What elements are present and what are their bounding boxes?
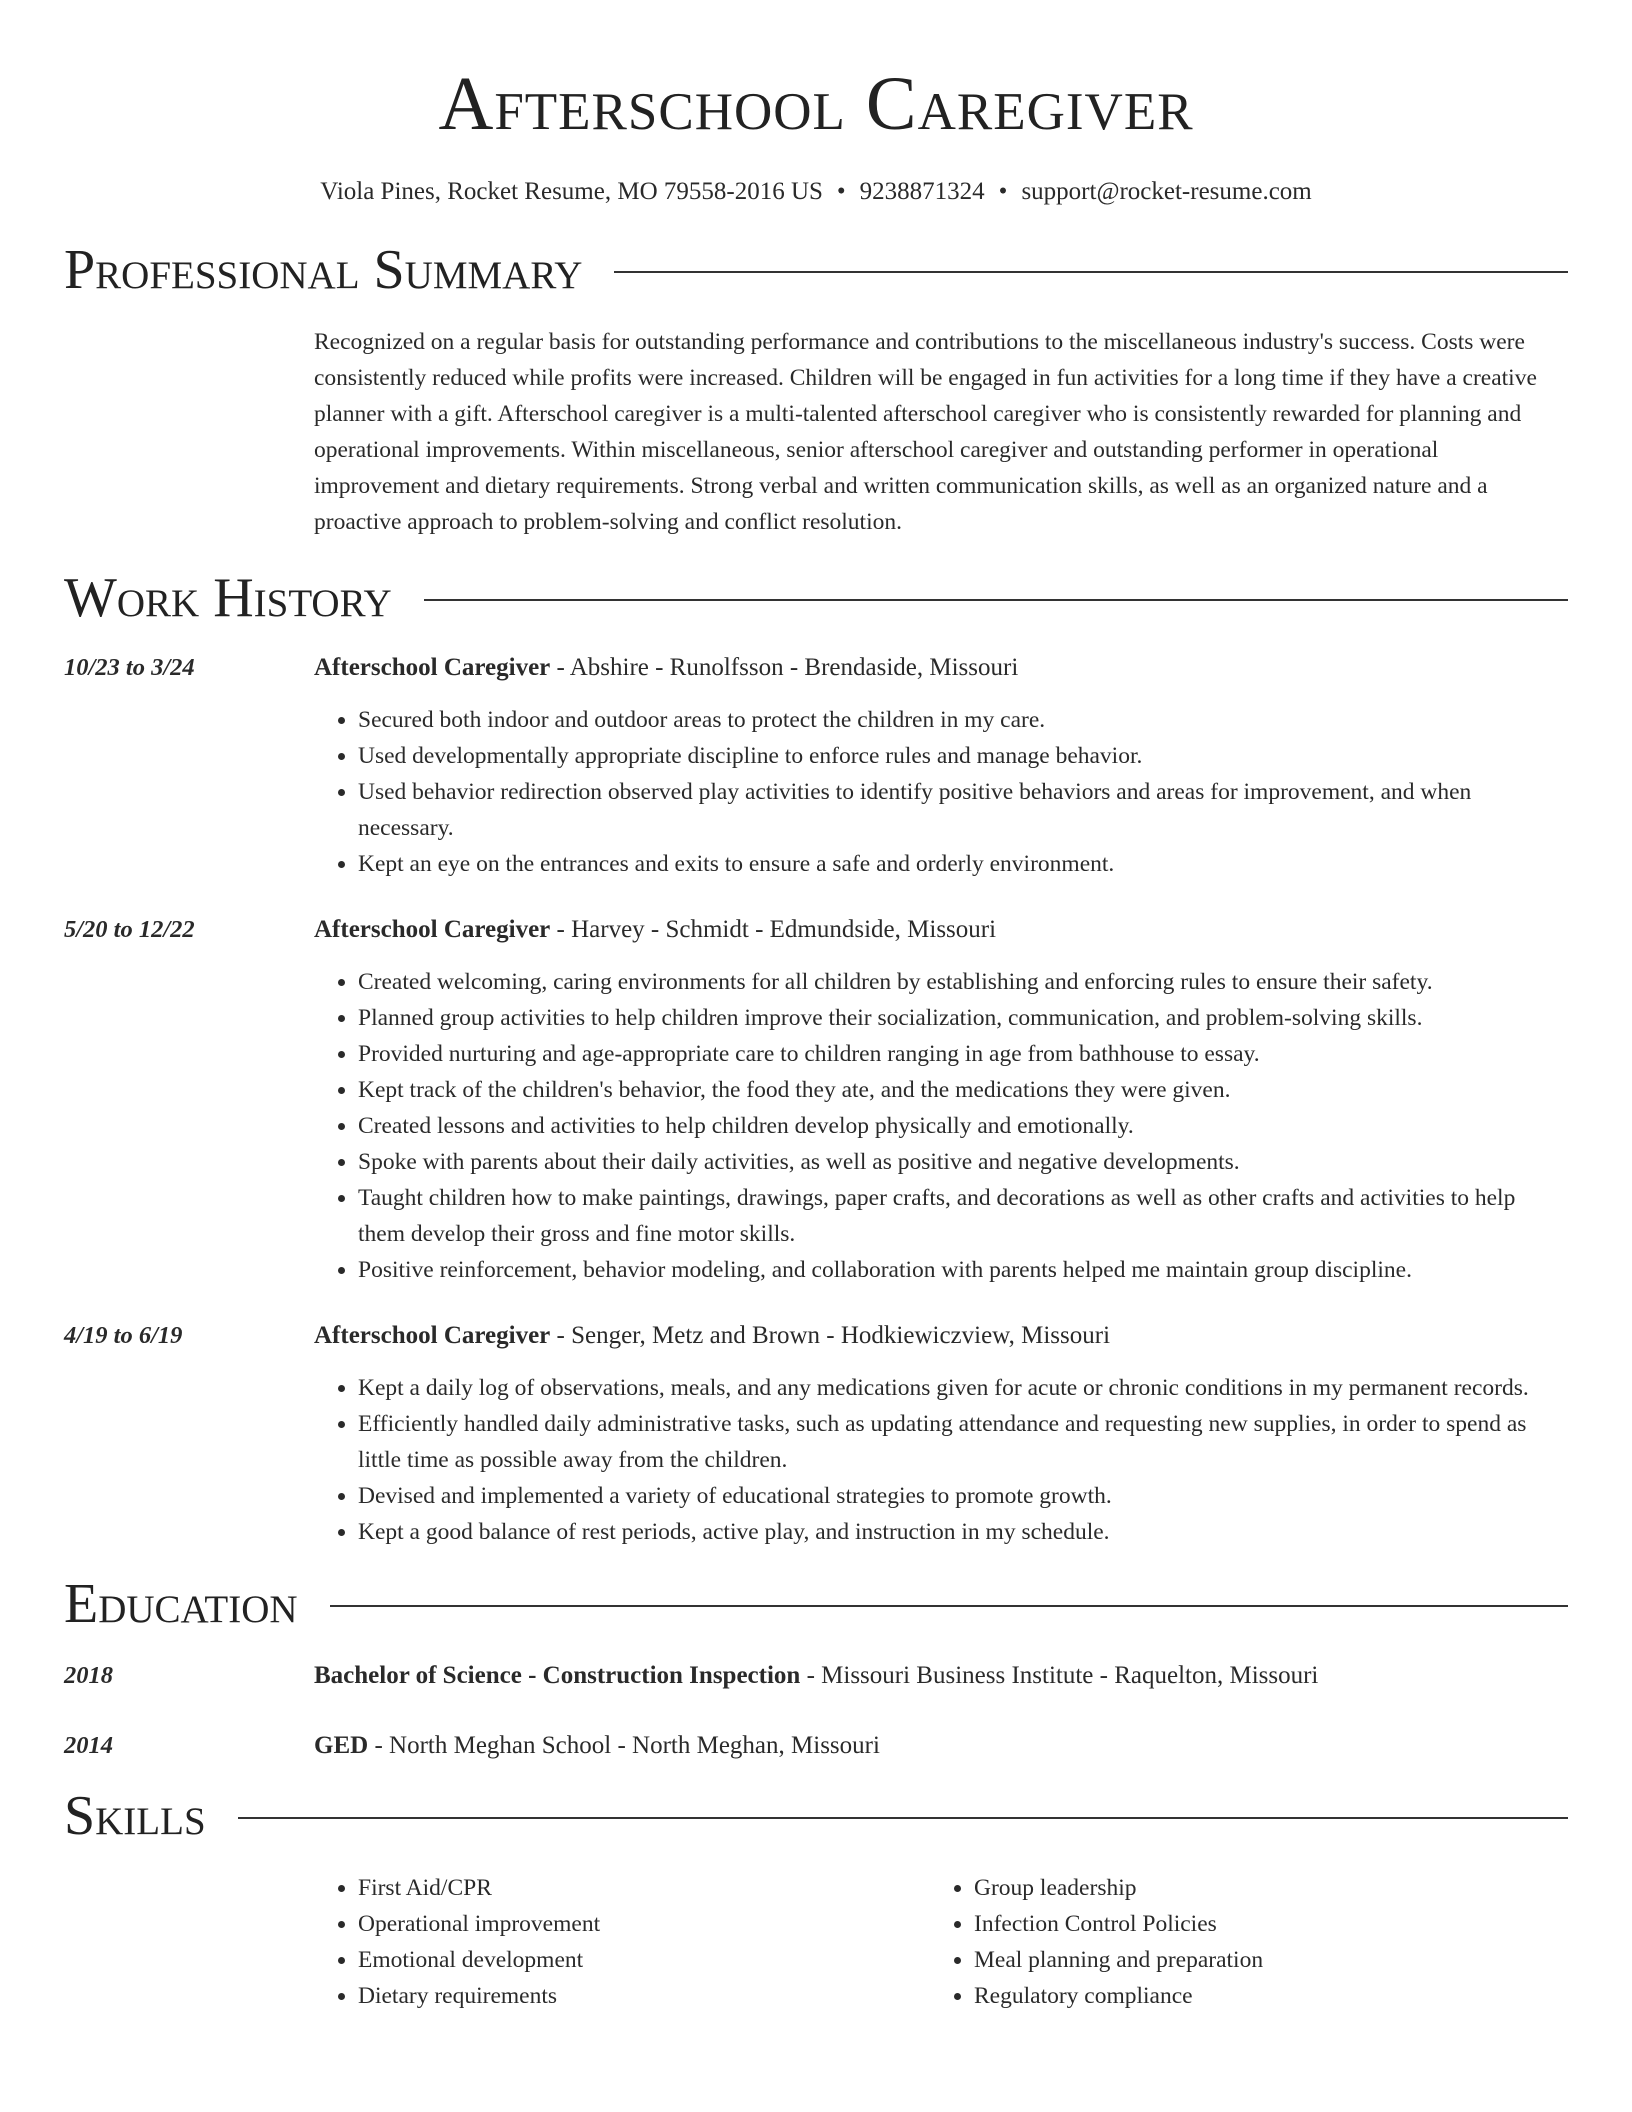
job-duty: • Kept a daily log of observations, meals, and any medications given for acute or chronic conditions in my permanent records.: [358, 1370, 1568, 1406]
section-divider: [330, 1605, 1568, 1607]
education-degree: GED: [314, 1732, 369, 1759]
skills-column-left: [314, 1870, 930, 2014]
job-heading: [314, 912, 1568, 948]
job-duties: [314, 964, 1568, 1288]
skill-item: • Dietary requirements: [358, 1978, 930, 2014]
job-employer: - Harvey - Schmidt - Edmundside, Missouri: [550, 916, 997, 943]
skill-item: • Operational improvement: [358, 1906, 930, 1942]
job-duty: • Positive reinforcement, behavior modeling, and collaboration with parents helped me maintain group discipline.: [358, 1252, 1568, 1288]
skills-column-right: [930, 1870, 1546, 2014]
work-heading: Work History: [64, 567, 392, 629]
education-section-header: [64, 1572, 1568, 1636]
job-duty: • Used developmentally appropriate discipline to enforce rules and manage behavior.: [358, 738, 1568, 774]
job-duty: • Used behavior redirection observed play activities to identify positive behaviors and areas for improvement, and when necessary.: [358, 774, 1568, 846]
skill-item: • Infection Control Policies: [974, 1906, 1546, 1942]
job-duty: • Kept track of the children's behavior, the food they ate, and the medications they were given.: [358, 1072, 1568, 1108]
job-duty: • Taught children how to make paintings, drawings, paper crafts, and decorations as well as other crafts and activities to help them develop their gross and fine motor skills.: [358, 1180, 1568, 1252]
job-duties: [314, 702, 1568, 882]
education-entry: [64, 1658, 1568, 1694]
job-heading: [314, 1318, 1568, 1354]
job-duty: • Created lessons and activities to help children develop physically and emotionally.: [358, 1108, 1568, 1144]
section-divider: [614, 271, 1568, 273]
resume-title: Afterschool Caregiver: [438, 62, 1194, 146]
job-employer: - Abshire - Runolfsson - Brendaside, Missouri: [550, 654, 1019, 681]
job-dates: 10/23 to 3/24: [64, 654, 195, 681]
job-title: Afterschool Caregiver: [314, 654, 551, 681]
section-divider: [238, 1817, 1568, 1819]
education-school: - Missouri Business Institute - Raquelton, Missouri: [800, 1662, 1319, 1689]
section-divider: [424, 599, 1568, 601]
summary-text: Recognized on a regular basis for outstanding performance and contributions to the miscellaneous industry's success. Costs were consistently reduced while profits were increased. Children will be engaged in fun activities for a long time if they have a creative planner with a gift. Afterschool caregiver is a multi-talented afterschool caregiver who is consistently rewarded for planning and operational improvements. Within miscellaneous, senior afterschool caregiver and outstanding performer in operational improvement and dietary requirements. Strong verbal and written communication skills, as well as an organized nature and a proactive approach to problem-solving and conflict resolution.: [314, 329, 1537, 535]
education-school: - North Meghan School - North Meghan, Missouri: [368, 1732, 880, 1759]
job-duty: • Planned group activities to help children improve their socialization, communication, and problem-solving skills.: [358, 1000, 1568, 1036]
skills-list: [314, 1870, 1568, 2014]
summary-section-header: [64, 238, 1568, 302]
skills-section-header: [64, 1784, 1568, 1848]
job-duty: • Created welcoming, caring environments for all children by establishing and enforcing rules to ensure their safety.: [358, 964, 1568, 1000]
job-title: Afterschool Caregiver: [314, 916, 551, 943]
job-duty: • Efficiently handled daily administrative tasks, such as updating attendance and requesting new supplies, in order to spend as little time as possible away from the children.: [358, 1406, 1568, 1478]
education-entry: [64, 1728, 1568, 1764]
job-body: [314, 912, 1568, 1288]
job-duty: • Secured both indoor and outdoor areas to protect the children in my care.: [358, 702, 1568, 738]
job-entry: [64, 912, 1568, 1288]
job-dates: 5/20 to 12/22: [64, 916, 195, 943]
job-employer: - Senger, Metz and Brown - Hodkiewiczview, Missouri: [550, 1322, 1111, 1349]
job-entry: [64, 650, 1568, 882]
skill-item: • Meal planning and preparation: [974, 1942, 1546, 1978]
job-body: [314, 1318, 1568, 1550]
education-degree: Bachelor of Science - Construction Inspection: [314, 1662, 801, 1689]
contact-separator: •: [836, 178, 846, 205]
job-duty: • Kept an eye on the entrances and exits to ensure a safe and orderly environment.: [358, 846, 1568, 882]
job-title: Afterschool Caregiver: [314, 1322, 551, 1349]
contact-phone: 9238871324: [859, 178, 985, 205]
summary-heading: Professional Summary: [64, 239, 583, 301]
education-details: [314, 1658, 1568, 1694]
education-year: 2014: [64, 1732, 113, 1759]
job-heading: [314, 650, 1568, 686]
job-dates: 4/19 to 6/19: [64, 1322, 183, 1349]
contact-email: support@rocket-resume.com: [1021, 178, 1312, 205]
job-duty: • Spoke with parents about their daily activities, as well as positive and negative developments.: [358, 1144, 1568, 1180]
job-duty: • Provided nurturing and age-appropriate care to children ranging in age from bathhouse to essay.: [358, 1036, 1568, 1072]
job-duties: [314, 1370, 1568, 1550]
job-body: [314, 650, 1568, 882]
skill-item: • Regulatory compliance: [974, 1978, 1546, 2014]
education-heading: Education: [64, 1573, 298, 1635]
skills-heading: Skills: [64, 1785, 206, 1847]
skill-item: • Emotional development: [358, 1942, 930, 1978]
job-entry: [64, 1318, 1568, 1550]
education-details: [314, 1728, 1568, 1764]
contact-separator: •: [998, 178, 1008, 205]
job-duty: • Devised and implemented a variety of educational strategies to promote growth.: [358, 1478, 1568, 1514]
education-year: 2018: [64, 1662, 113, 1689]
contact-line: [64, 176, 1568, 208]
contact-address: Viola Pines, Rocket Resume, MO 79558-2016 US: [320, 178, 823, 205]
skill-item: • Group leadership: [974, 1870, 1546, 1906]
skill-item: • First Aid/CPR: [358, 1870, 930, 1906]
job-duty: • Kept a good balance of rest periods, active play, and instruction in my schedule.: [358, 1514, 1568, 1550]
work-section-header: [64, 566, 1568, 630]
